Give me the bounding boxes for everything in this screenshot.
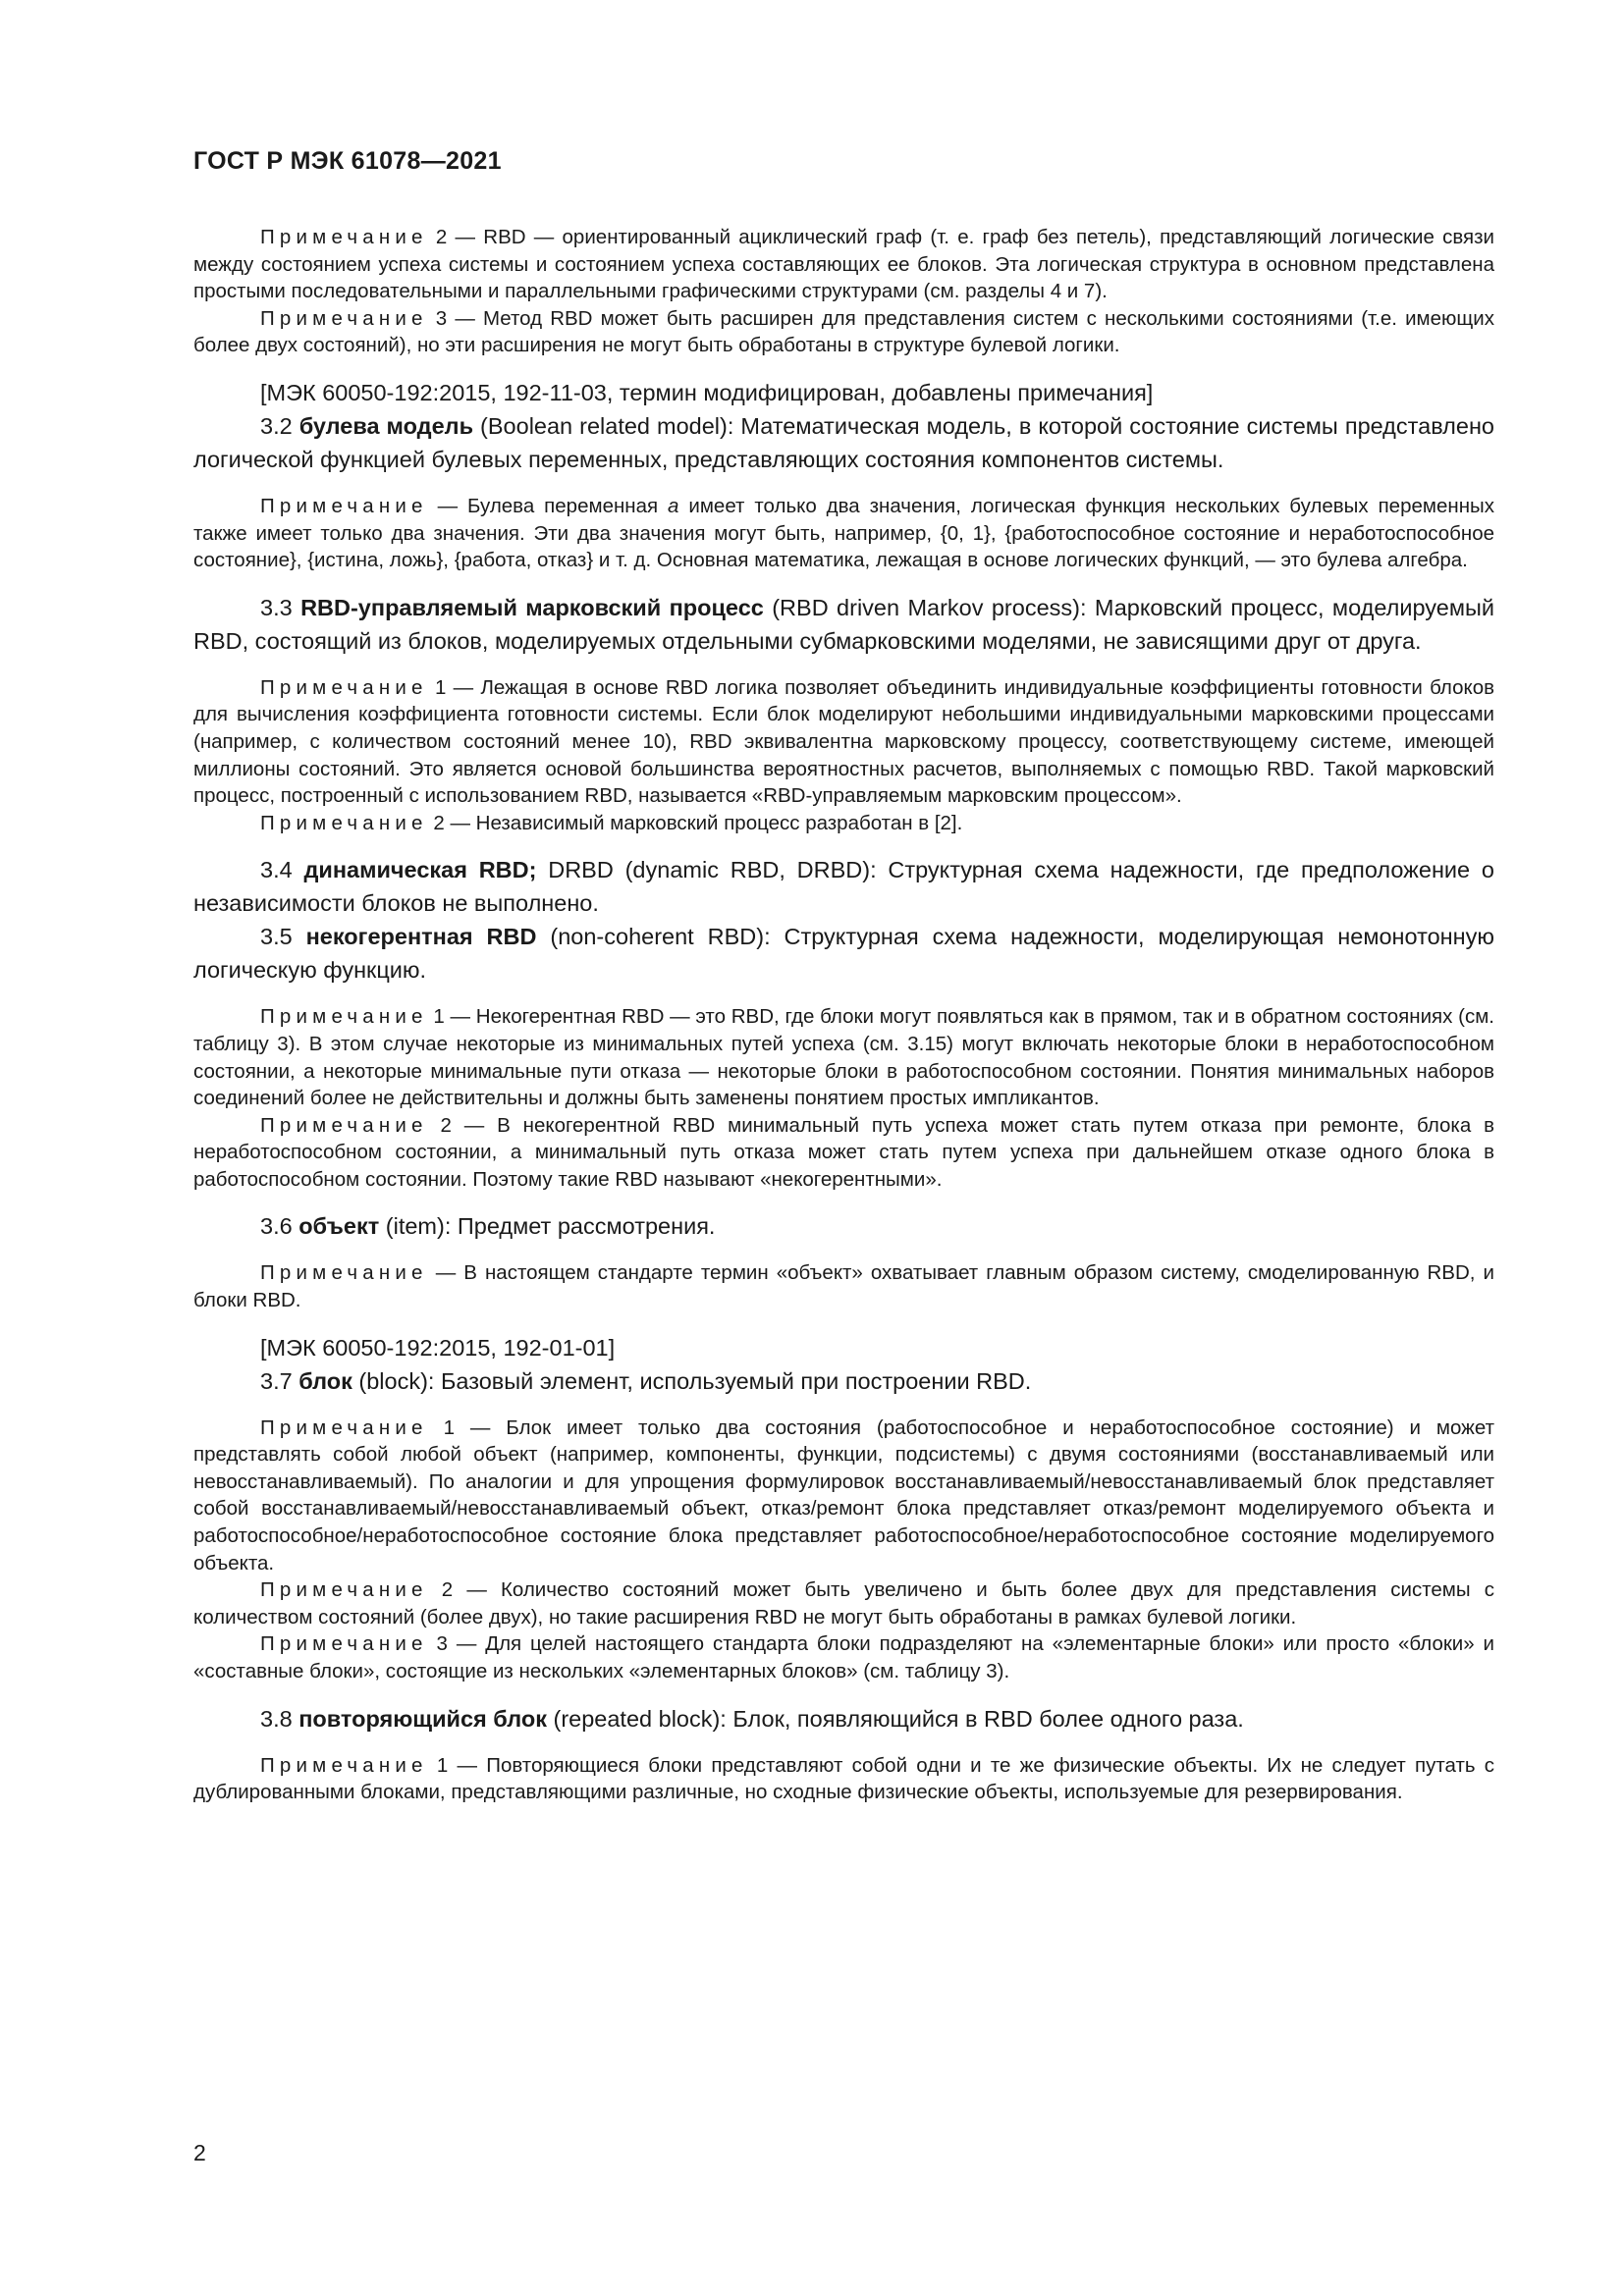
term-definition: [193, 409, 1494, 476]
note-paragraph: [193, 1259, 1494, 1313]
note-label: Примечание: [260, 675, 428, 699]
term-text: (repeated block): Блок, появляющийся в RBD более одного раза.: [546, 1705, 1244, 1732]
term-text: (block): Базовый элемент, используемый при построении RBD.: [352, 1367, 1032, 1394]
note-text: 2 — В некогерентной RBD минимальный путь успеха может стать путем отказа при ремонте, блока в неработоспособном состоянии, а минимальный путь отказа может стать путем успеха при дальнейшем отказе одного блока в работоспособном состоянии. Поэтому такие RBD называют «некогерентными».: [193, 1113, 1494, 1191]
note-text: 1 — Лежащая в основе RBD логика позволяет объединить индивидуальные коэффициенты готовности блоков для вычисления коэффициента готовности системы. Если блок моделируют небольшими индивидуальными марковскими процессами (например, с количеством состояний менее 10), RBD эквивалентна марковскому процессу, соответствующему системе, имеющей миллионы состояний. Это является основой большинства вероятностных расчетов, выполняемых с помощью RBD. Такой марковский процесс, построенный с использованием RBD, называется «RBD-управляемым марковским процессом».: [193, 675, 1494, 808]
term-name: RBD-управляемый марковский процесс: [300, 594, 764, 620]
note-label: Примечание: [260, 494, 428, 517]
note-text: 1 — Блок имеет только два состояния (работоспособное и неработоспособное состояние) и может представлять собой любой объект (например, компоненты, функции, подсистемы) с двумя состояниями (восстанавливаемый или невосстанавливаемый). По аналогии и для упрощения формулировок восстанавливаемый/невосстанавливаемый блок представляет собой восстанавливаемый/невосстанавливаемый объект, отказ/ремонт блока представляет отказ/ремонт моделируемого объекта и работоспособное/неработоспособное состояние блока представляет работоспособное/неработоспособное состояние моделируемого объекта.: [193, 1415, 1494, 1575]
note-text: — В настоящем стандарте термин «объект» охватывает главным образом систему, смоделированную RBD, и блоки RBD.: [193, 1261, 1494, 1312]
note-paragraph: [193, 1576, 1494, 1630]
note-paragraph: [193, 1630, 1494, 1684]
term-name: повторяющийся блок: [298, 1705, 547, 1732]
note-paragraph: [193, 493, 1494, 574]
note-text: 2 — RBD — ориентированный ациклический граф (т. е. граф без петель), представляющий логические связи между состоянием успеха системы и состоянием успеха составляющих ее блоков. Эта логическая структура в основном представлена простыми последовательными и параллельными графическими структурами (см. разделы 4 и 7).: [193, 226, 1494, 303]
note-label: Примечание: [260, 811, 428, 834]
term-number: 3.3: [260, 594, 301, 620]
term-number: 3.2: [260, 412, 299, 439]
term-text: (non-coherent RBD): Структурная схема надежности, моделирующая немонотонную логическую функцию.: [193, 924, 1494, 984]
note-text: — Булева переменная: [427, 494, 669, 517]
term-number: 3.7: [260, 1367, 299, 1394]
page-content: [193, 224, 1494, 1806]
note-paragraph: [193, 1415, 1494, 1577]
note-label: Примечание: [260, 1261, 428, 1285]
term-definition: [193, 853, 1494, 920]
term-name: динамическая RBD;: [303, 857, 537, 883]
note-text: 1 — Повторяющиеся блоки представляют собой одни и те же физические объекты. Их не следует путать с дублированными блоками, представляющими различные, но сходные физические объекты, используемые для резервирования.: [193, 1753, 1494, 1804]
note-paragraph: [193, 1112, 1494, 1194]
term-number: 3.8: [260, 1705, 299, 1732]
term-text: (item): Предмет рассмотрения.: [379, 1213, 716, 1240]
term-name: объект: [298, 1213, 380, 1240]
note-paragraph: [193, 810, 1494, 837]
note-label: Примечание: [260, 306, 428, 330]
note-text: 3 — Для целей настоящего стандарта блоки подразделяют на «элементарные блоки» или просто «блоки» и «составные блоки», состоящие из нескольких «элементарных блоков» (см. таблицу 3).: [193, 1632, 1494, 1682]
note-label: Примечание: [260, 1005, 428, 1029]
term-number: 3.4: [260, 857, 304, 883]
term-text: (Boolean related model): Математическая модель, в которой состояние системы представлено логической функцией булевых переменных, представляющих состояния компонентов системы.: [193, 412, 1494, 472]
note-variable: а: [668, 494, 679, 517]
note-label: Примечание: [260, 1753, 428, 1777]
note-label: Примечание: [260, 1578, 428, 1602]
note-label: Примечание: [260, 1632, 428, 1656]
note-text: 2 — Количество состояний может быть увеличено и быть более двух для представления системы с количеством состояний (более двух), но такие расширения RBD не могут быть обработаны в рамках булевой логики.: [193, 1578, 1494, 1629]
term-name: некогерентная RBD: [305, 924, 537, 950]
term-definition: [193, 1702, 1494, 1735]
note-label: Примечание: [260, 1415, 428, 1439]
term-number: 3.5: [260, 924, 306, 950]
term-definition: [193, 1209, 1494, 1243]
note-paragraph: [193, 674, 1494, 810]
note-paragraph: [193, 1003, 1494, 1111]
term-text: DRBD (dynamic RBD, DRBD): Структурная схема надежности, где предположение о независимости блоков не выполнено.: [193, 857, 1494, 917]
note-label: Примечание: [260, 1113, 428, 1137]
note-text: 3 — Метод RBD может быть расширен для представления систем с несколькими состояниями (т.е. имеющих более двух состояний), но эти расширения не могут быть обработаны в структуре булевой логики.: [193, 306, 1494, 357]
source-reference: [МЭК 60050-192:2015, 192-01-01]: [260, 1334, 616, 1361]
document-header: ГОСТ Р МЭК 61078—2021: [193, 147, 502, 175]
note-text: 2 — Независимый марковский процесс разработан в [2].: [427, 811, 963, 834]
source-reference: [МЭК 60050-192:2015, 192-11-03, термин модифицирован, добавлены примечания]: [260, 379, 1154, 405]
term-text: (RBD driven Markov process): Марковский процесс, моделируемый RBD, состоящий из блоков, моделируемых отдельными субмарковскими моделями, не зависящими друг от друга.: [193, 594, 1495, 654]
note-label: Примечание: [260, 226, 428, 248]
term-definition: [193, 1364, 1494, 1398]
page-number: 2: [193, 2140, 206, 2165]
note-paragraph: [193, 224, 1494, 305]
term-number: 3.6: [260, 1213, 299, 1240]
note-paragraph: [193, 305, 1494, 359]
note-paragraph: [193, 1752, 1494, 1806]
note-text: 1 — Некогерентная RBD — это RBD, где блоки могут появляться как в прямом, так и в обратном состояниях (см. таблицу 3). В этом случае некоторые из минимальных путей успеха (см. 3.15) могут включать некоторые блоки в неработоспособном состоянии, а некоторые минимальные пути отказа — некоторые блоки в работоспособном состоянии. Понятия минимальных наборов соединений более не действительны и должны быть заменены понятием простых импликантов.: [193, 1005, 1494, 1110]
note-text: имеет только два значения, логическая функция нескольких булевых переменных также имеет только два значения. Эти два значения могут быть, например, {0, 1}, {работоспособное состояние и неработоспособное состояние}, {истина, ложь}, {работа, отказ} и т. д. Основная математика, лежащая в основе логических функций, — это булева алгебра.: [193, 494, 1494, 572]
term-name: блок: [298, 1367, 352, 1394]
term-name: булева модель: [298, 412, 474, 439]
term-definition: [193, 591, 1494, 658]
term-definition: [193, 920, 1494, 987]
